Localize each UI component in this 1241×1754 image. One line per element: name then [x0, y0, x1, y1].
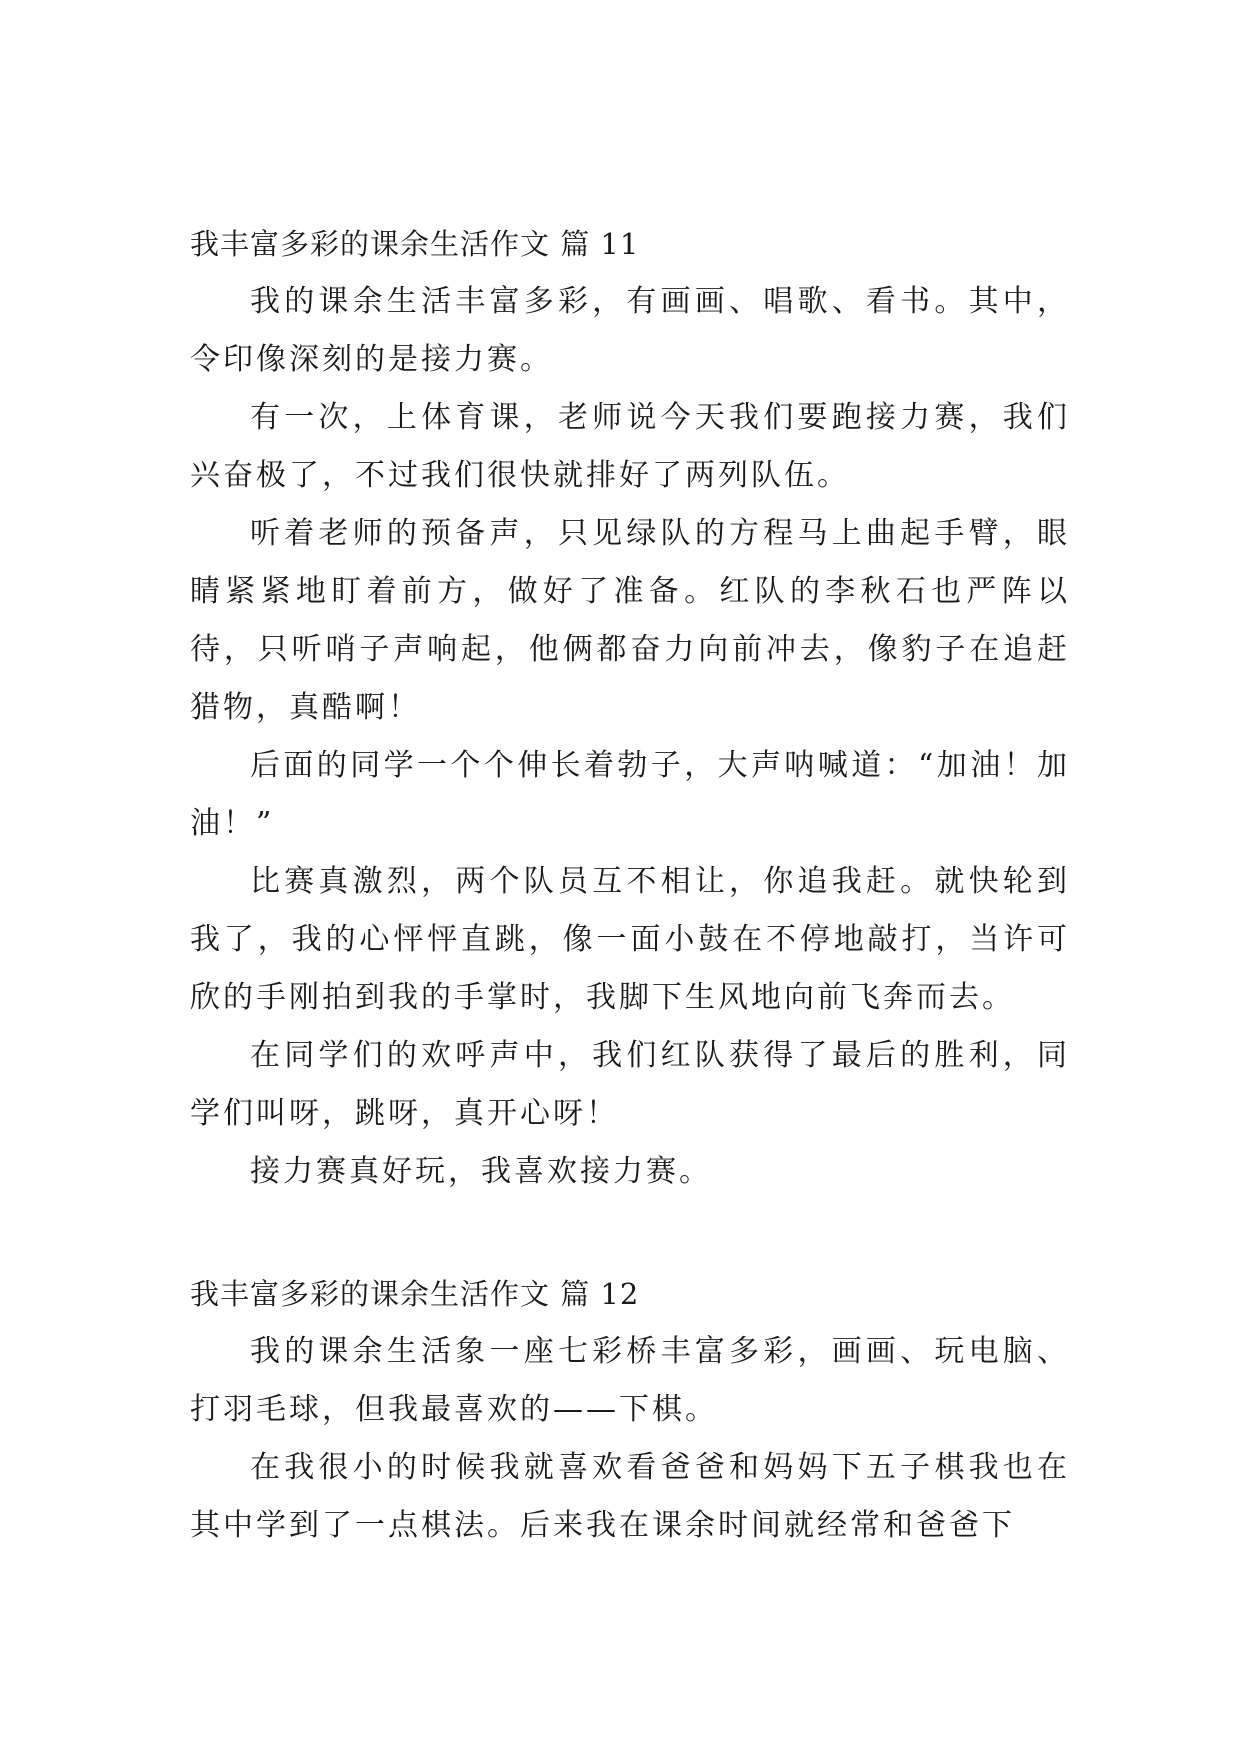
- paragraph: 我的课余生活象一座七彩桥丰富多彩，画画、玩电脑、打羽毛球，但我最喜欢的——下棋。: [190, 1334, 1070, 1427]
- paragraph: 后面的同学一个个伸长着勃子，大声呐喊道：“加油！加油！”: [190, 748, 1070, 841]
- essay-section-11: [190, 215, 1070, 1201]
- essay-section-12: [190, 1265, 1070, 1555]
- paragraph: 接力赛真好玩，我喜欢接力赛。: [250, 1154, 712, 1189]
- paragraph: 在我很小的时候我就喜欢看爸爸和妈妈下五子棋我也在其中学到了一点棋法。后来我在课余时间就经常和爸爸下: [190, 1450, 1070, 1543]
- paragraph: 听着老师的预备声，只见绿队的方程马上曲起手臂，眼睛紧紧地盯着前方，做好了准备。红队的李秋石也严阵以待，只听哨子声响起，他俩都奋力向前冲去，像豹子在追赶猎物，真酷啊！: [190, 516, 1070, 725]
- paragraph: 我的课余生活丰富多彩，有画画、唱歌、看书。其中，令印像深刻的是接力赛。: [190, 284, 1070, 377]
- paragraph: 有一次，上体育课，老师说今天我们要跑接力赛，我们兴奋极了，不过我们很快就排好了两列队伍。: [190, 400, 1070, 493]
- section-heading: 我丰富多彩的课余生活作文 篇 12: [190, 1277, 640, 1311]
- paragraph: 在同学们的欢呼声中，我们红队获得了最后的胜利，同学们叫呀，跳呀，真开心呀！: [190, 1038, 1070, 1131]
- section-heading: 我丰富多彩的课余生活作文 篇 11: [190, 227, 640, 261]
- paragraph: 比赛真激烈，两个队员互不相让，你追我赶。就快轮到我了，我的心怦怦直跳，像一面小鼓在不停地敲打，当许可欣的手刚拍到我的手掌时，我脚下生风地向前飞奔而去。: [190, 864, 1070, 1015]
